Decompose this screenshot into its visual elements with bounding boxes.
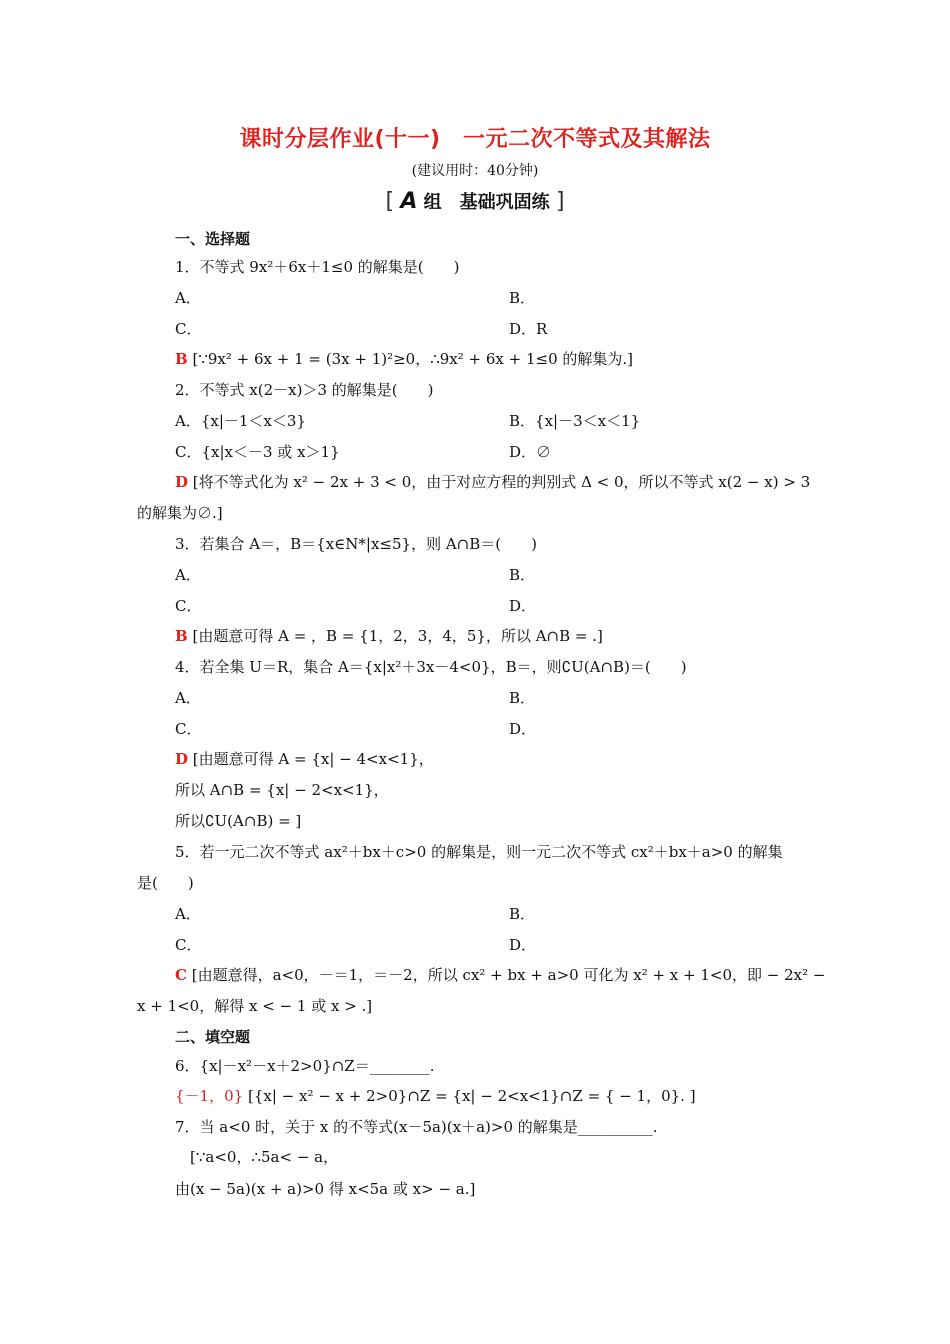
group-label: 组 基础巩固练	[423, 192, 550, 213]
group-letter: A	[400, 189, 418, 214]
section-heading-choice: 一、选择题	[175, 230, 251, 248]
q3-answer-line	[175, 625, 603, 646]
q1-answer: B	[175, 350, 188, 368]
q1-option-c: C．	[175, 320, 202, 338]
q6-answer: {－1，0}	[175, 1087, 244, 1105]
question-1: 1．不等式 9x²＋6x＋1≤0 的解集是( )	[175, 258, 460, 276]
q3-answer: B	[175, 627, 188, 645]
q5-answer-line	[175, 964, 826, 985]
q1-explanation: [∵9x² + 6x + 1 = (3x + 1)²≥0，∴9x² + 6x + 1≤0 的解集为.]	[192, 350, 634, 368]
q5-explanation-cont: x + 1<0，解得 x < − 1 或 x > .]	[137, 997, 373, 1015]
q3-option-d: D．	[509, 597, 537, 615]
q5-explanation: [由题意得，a<0，－＝1，＝－2，所以 cx² + bx + a>0 可化为 x² + x + 1<0，即 − 2x² −	[191, 966, 826, 984]
group-heading	[0, 188, 950, 214]
q5-option-c: C．	[175, 936, 202, 954]
q5-option-b: B．	[509, 905, 536, 923]
q4-answer: D	[175, 750, 189, 768]
q5-answer: C	[175, 966, 187, 984]
q4-explanation-2: 所以 A∩B = {x| − 2<x<1}，	[175, 781, 389, 799]
q3-option-c: C．	[175, 597, 202, 615]
q2-explanation-cont: 的解集为∅.]	[137, 504, 223, 522]
q5-option-a: A．	[175, 905, 201, 923]
time-hint: (建议用时：40分钟)	[411, 163, 539, 179]
question-3: 3．若集合 A＝，B＝{x∈N*|x≤5}，则 A∩B＝( )	[175, 535, 537, 553]
q6-explanation: [{x| − x² − x + 2>0}∩Z = {x| − 2<x<1}∩Z = { − 1，0}. ]	[247, 1087, 696, 1105]
group-bracket-left: [	[385, 189, 395, 214]
q4-explanation-3: 所以∁U(A∩B) = ]	[175, 812, 302, 830]
q1-option-d: D．R	[509, 320, 548, 338]
q4-option-c: C．	[175, 720, 202, 738]
q2-explanation: [将不等式化为 x² − 2x + 3 < 0，由于对应方程的判别式 Δ < 0，所以不等式 x(2 − x) > 3	[192, 473, 811, 491]
q2-option-a: A．{x|－1＜x＜3}	[175, 412, 306, 430]
q3-option-b: B．	[509, 566, 536, 584]
q1-option-a: A．	[175, 289, 201, 307]
q5-option-d: D．	[509, 936, 537, 954]
q6-answer-line	[175, 1085, 696, 1106]
q4-answer-line	[175, 748, 434, 769]
page-title: 课时分层作业(十一) 一元二次不等式及其解法	[239, 127, 711, 152]
q4-option-b: B．	[509, 689, 536, 707]
q7-explanation-2: 由(x − 5a)(x + a)>0 得 x<5a 或 x> − a.]	[175, 1180, 476, 1198]
question-5-cont: 是( )	[137, 874, 194, 892]
section-heading-fill: 二、填空题	[175, 1028, 251, 1046]
q4-option-a: A．	[175, 689, 201, 707]
q2-option-c: C．{x|x＜－3 或 x＞1}	[175, 443, 340, 461]
question-7: 7．当 a<0 时，关于 x 的不等式(x－5a)(x＋a)>0 的解集是__________.	[175, 1118, 658, 1136]
question-2: 2．不等式 x(2－x)＞3 的解集是( )	[175, 381, 434, 399]
q2-option-d: D．∅	[509, 443, 552, 461]
q1-answer-line	[175, 348, 633, 369]
question-4: 4．若全集 U＝R，集合 A＝{x|x²＋3x－4<0}，B＝，则∁U(A∩B)＝( )	[175, 658, 687, 676]
q4-option-d: D．	[509, 720, 537, 738]
group-bracket-right: ]	[555, 189, 565, 214]
q2-option-b: B．{x|－3＜x＜1}	[509, 412, 641, 430]
question-5: 5．若一元二次不等式 ax²＋bx＋c>0 的解集是，则一元二次不等式 cx²＋bx＋a>0 的解集	[175, 843, 783, 861]
q2-answer: D	[175, 473, 189, 491]
q1-option-b: B．	[509, 289, 536, 307]
q3-option-a: A．	[175, 566, 201, 584]
q7-explanation-1: [∵a<0，∴5a< − a，	[190, 1148, 339, 1166]
q4-explanation: [由题意可得 A = {x| − 4<x<1}，	[192, 750, 434, 768]
q3-explanation: [由题意可得 A = ，B = {1，2，3，4，5}，所以 A∩B = .]	[192, 627, 603, 645]
q2-answer-line	[175, 471, 810, 492]
question-6: 6．{x|－x²－x＋2>0}∩Z＝________.	[175, 1057, 435, 1075]
